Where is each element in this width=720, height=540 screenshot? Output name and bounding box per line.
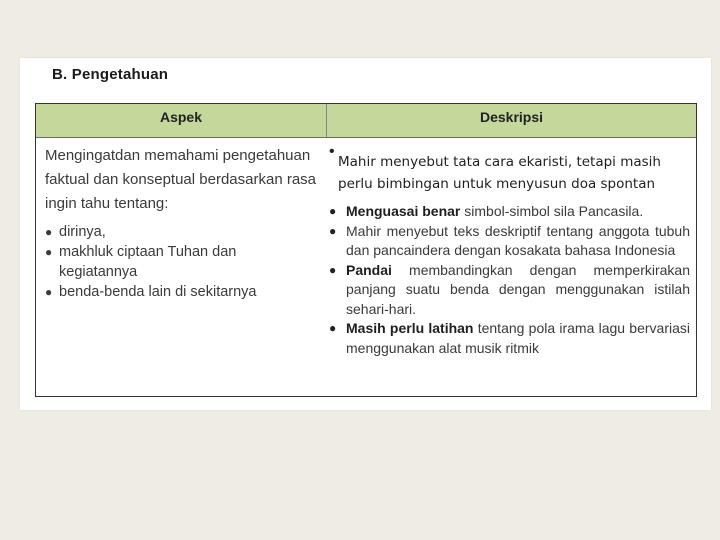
header-deskripsi: Deskripsi [326,104,696,137]
bullet-icon: ● [329,321,337,335]
lead-text: Pandai [346,261,392,278]
bullet-icon: ● [329,204,337,218]
list-item [326,202,690,222]
list-item [45,222,318,242]
list-item-text: benda-benda lain di sekitarnya [59,284,257,300]
deskripsi-list [326,202,690,358]
aspek-cell [36,138,326,396]
list-item [326,319,690,358]
aspek-intro-text: Mengingatdan memahami pengetahuan faktual dan konseptual berdasarkan rasa ingin tahu tentang: [45,147,317,212]
rest-text: simbol-simbol sila Pancasila. [460,203,644,219]
rest-text: tentang pola irama lagu bervariasi menggunakan alat musik ritmik [346,320,690,356]
deskripsi-cell [326,138,696,396]
list-item [326,222,690,261]
highlighted-description-text: Mahir menyebut tata cara ekaristi, tetapi masih perlu bimbingan untuk menyusun doa spontan [338,154,661,192]
bullet-icon: ● [329,262,337,277]
bullet-icon: ● [329,223,337,238]
bullet-icon: • [329,143,335,160]
table-header-row [36,104,696,138]
aspek-list [45,222,318,302]
list-item-text: makhluk ciptaan Tuhan dan kegiatannya [59,244,237,280]
header-aspek: Aspek [159,108,203,125]
lead-text: Masih perlu latihan [346,320,474,336]
list-item-text: dirinya, [59,224,106,240]
section-title: B. Pengetahuan [52,66,169,83]
assessment-table [35,103,697,397]
rest-text: membandingkan dengan memperkirakan panjang suatu benda dengan menggunakan istilah sehari-hari. [346,261,690,317]
list-item [45,282,318,302]
list-item [326,261,690,320]
highlighted-description [326,138,696,200]
bullet-icon: ● [45,225,53,239]
document-image [20,58,711,410]
lead-text: Menguasai benar [346,203,461,219]
list-item [45,242,318,282]
bullet-icon: ● [45,245,53,259]
rest-text: Mahir menyebut teks deskriptif tentang anggota tubuh dan pancaindera dengan kosakata bahasa Indonesia [346,222,690,258]
bullet-icon: ● [45,285,53,299]
